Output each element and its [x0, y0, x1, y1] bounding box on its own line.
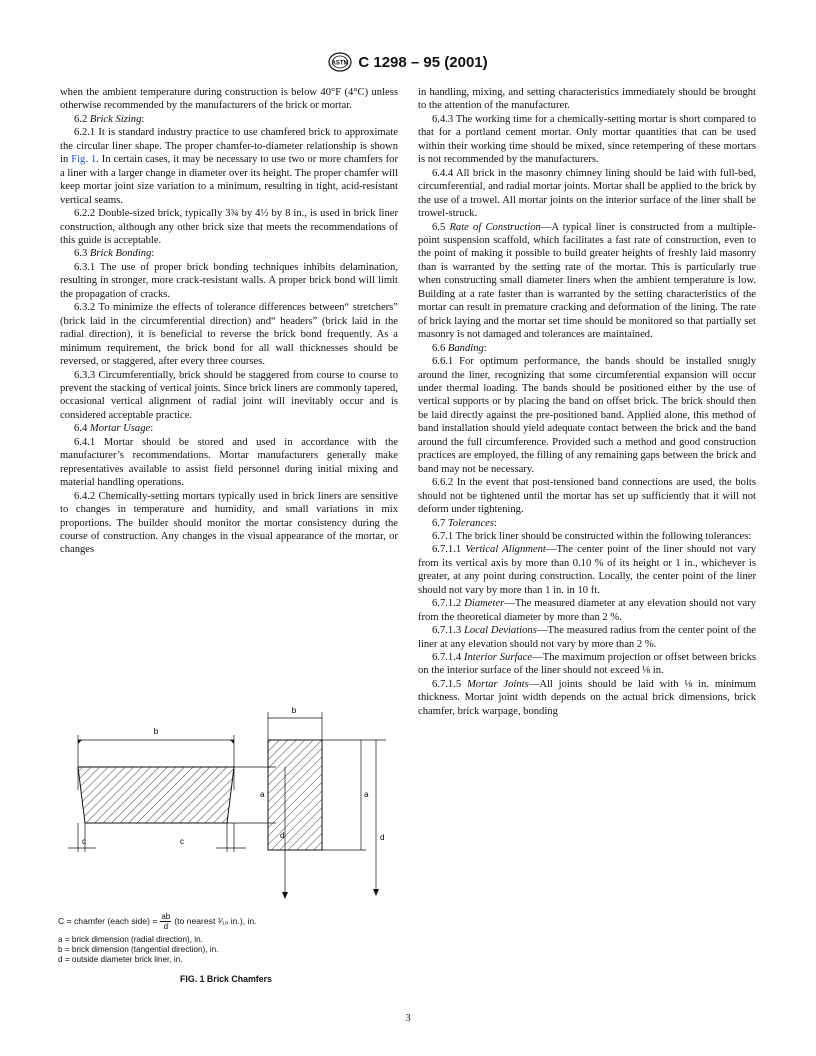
section-title: Rate of Construction [449, 221, 541, 233]
section-text: : [483, 342, 487, 354]
section-number: 6.3 [74, 248, 90, 260]
section-text: : [151, 248, 155, 260]
paragraph-text: . In certain cases, it may be necessary to use two or more chamfers for a liner with a larger change in diameter over its height. The proper chamfer will keep mortar joint size variation to a minimum, resulting in tight, acid-resistant vertical seams. [60, 154, 399, 206]
left-paragraph: 6.4.1 Mortar should be stored and used in accordance with the manufacturer’s recommendations. Mortar manufacturers generally make representatives available to assist field personnel during initial mixing and material handling operations. [60, 436, 398, 489]
chamfered-brick-drawing [68, 727, 288, 899]
section-title: Vertical Alignment [465, 544, 546, 556]
legend-item-d: d = outside diameter brick liner, in. [58, 955, 183, 965]
section-text: —All joints should be laid with ⅛ in. minimum thickness. Mortar joint width depends on the actual brick dimensions, brick chamfer, brick warpage, bonding [418, 678, 757, 717]
legend-item-a: a = brick dimension (radial direction), in. [58, 935, 203, 944]
section-text: : [141, 113, 145, 125]
chamfer-formula [58, 912, 398, 931]
section-text: —The center point of the liner should not vary from its vertical axis by more than 0.10 % of its height or 1 in., whichever is greater, at any point during construction. Locally, the center point of the liner should not vary by more than 1 in. in 10 ft. [418, 544, 757, 596]
right-paragraph: 6.7.1 The brick liner should be constructed within the following tolerances: [432, 530, 752, 542]
left-column [60, 86, 398, 557]
section-number: 6.2 [74, 113, 90, 125]
formula-prefix: C = chamfer (each side) = [58, 916, 158, 927]
dim-label-d-right: d [380, 833, 385, 842]
section-title: Banding [447, 342, 484, 354]
section-title: Mortar Joints [466, 678, 529, 690]
left-paragraph [60, 422, 398, 435]
left-paragraph: 6.3.1 The use of proper brick bonding techniques inhibits delamination, resulting in stronger, more crack-resistant walls. A proper brick bond will limit the propagation of cracks. [60, 261, 398, 300]
figure-caption: FIG. 1 Brick Chamfers [180, 974, 272, 984]
dim-label-a-left: a [260, 790, 265, 799]
section-title: Brick Bonding [89, 248, 152, 260]
section-number: 6.7.1.1 [432, 544, 466, 556]
section-text: —A typical liner is constructed from a multiple-point suspension scaffold, which facilitates a fast rate of construction, even to the point of making it possible to build greater heights of freshly laid masonry than is warranted by the setting rate of the mortar. This is particularly true when constructing small diameter liners when the ambient temperature is low. Building at a rate faster than is warranted by the setting characteristics of the mortar can result in premature cracking and deformation of the lining. The rate of brick laying and the mortar set time should be monitored so that partially set masonry is not damaged and tolerances are maintained. [418, 221, 757, 341]
section-title: Diameter [464, 598, 505, 610]
dim-label-c-right: c [180, 837, 184, 846]
right-paragraph: in handling, mixing, and setting characteristics immediately should be brought to the attention of the manufacturer. [418, 87, 756, 112]
left-paragraph [60, 113, 398, 126]
page-number: 3 [405, 1013, 411, 1024]
left-paragraph: 6.3.3 Circumferentially, brick should be staggered from course to course to prevent the stacking of vertical joints. Since brick liners are commonly tapered, occasional vertical alignment of radial joint will inevitably occur and is considered acceptable practice. [60, 369, 398, 421]
formula-fraction [160, 912, 171, 931]
figure-reference-link[interactable]: Fig. 1 [71, 154, 97, 166]
right-paragraph [418, 597, 756, 624]
astm-logo-icon [328, 52, 352, 72]
right-paragraph [418, 517, 756, 530]
right-paragraph: 6.6.2 In the event that post-tensioned band connections are used, the bolts should not be tightened until the mortar has set up sufficiently that it will not deform under tightening. [418, 477, 756, 516]
section-number: 6.7 [432, 517, 448, 529]
right-paragraph [418, 651, 756, 678]
section-text: —The measured diameter at any elevation should not vary from the theoretical diameter by more than 2 %. [418, 598, 757, 623]
dim-label-c-left: c [82, 837, 86, 846]
left-paragraph: 6.3.2 To minimize the effects of tolerance differences between“ stretchers” (brick laid in the circumferential direction) and“ headers” (brick laid in the radial direction), it is beneficial to reverse the brick bond frequently. As a minimum requirement, the brick bond for all wall thicknesses should be reversed, or staggered, after every three courses. [60, 302, 398, 368]
right-paragraph [418, 543, 756, 597]
section-number: 6.7.1.5 [432, 678, 467, 690]
left-paragraph [60, 247, 398, 260]
figure-drawing [56, 700, 396, 910]
right-paragraph [418, 678, 756, 718]
figure-legend [58, 912, 398, 966]
right-paragraph [418, 221, 756, 342]
dim-label-b-right: b [291, 706, 297, 715]
section-text: —The maximum projection or offset between bricks on the interior surface of the liner should not exceed ⅛ in. [418, 652, 757, 677]
section-number: 6.7.1.3 [432, 625, 464, 637]
section-number: 6.6 [432, 342, 448, 354]
astm-logo-text: ASTM [331, 60, 349, 67]
paragraph-text: 6.2.1 It is standard industry practice to use chamfered brick to approximate the circular liner shape. The proper chamfer-to-diameter relationship is shown in [60, 127, 398, 166]
formula-denominator: d [163, 922, 169, 931]
standard-designation: C 1298 – 95 (2001) [358, 53, 488, 71]
section-number: 6.4 [74, 423, 90, 435]
formula-suffix: (to nearest ¹⁄₁₆ in.), in. [174, 916, 257, 927]
section-number: 6.7.1.4 [432, 652, 464, 664]
page-header [0, 52, 816, 78]
dim-label-a-right: a [364, 790, 369, 799]
left-paragraph: 6.4.2 Chemically-setting mortars typically used in brick liners are sensitive to changes in temperature and humidity, and small variations in mix proportions. The builder should monitor the mortar consistency during the course of construction. Any changes in the visual appearance of the mortar, or changes [60, 490, 398, 556]
section-title: Mortar Usage [89, 423, 151, 435]
section-number: 6.5 [432, 221, 450, 233]
rectangular-brick-drawing [268, 706, 386, 896]
legend-item-b: b = brick dimension (tangential direction), in. [58, 945, 219, 955]
section-text: : [150, 423, 154, 435]
formula-numerator: ab [161, 912, 171, 921]
section-title: Tolerances [447, 517, 494, 529]
dim-label-b-left: b [153, 727, 159, 736]
right-column [418, 86, 756, 718]
left-paragraph: when the ambient temperature during construction is below 40°F (4°C) unless otherwise recommended by the manufacturers of the brick or mortar. [60, 87, 398, 112]
section-title: Interior Surface [463, 652, 533, 664]
right-paragraph [418, 342, 756, 355]
right-paragraph: 6.6.1 For optimum performance, the bands should be installed snugly around the liner, recognizing that some circumferential expansion will occur under thermal loading. The bands should be positioned either by the use of vertical supports or by placing the band on offset brick. The brick should then be laid directly against the pre-positioned band. Applied alone, this method of band installation should yield adequate contact between the brick and the band around the full circumference. Provided such a method and good construction practices are employed, the filling of any remaining gaps between the brick and band may not be necessary. [418, 356, 756, 475]
section-title: Brick Sizing [89, 113, 142, 125]
left-paragraph: 6.2.2 Double-sized brick, typically 3¾ by 4½ by 8 in., is used in brick liner construction, although any other brick size that meets the recommendations of this guide is acceptable. [60, 208, 398, 246]
section-text: —The measured radius from the center point of the liner at any elevation should not vary by more than 2 %. [418, 625, 757, 650]
right-paragraph [418, 624, 756, 651]
right-paragraph: 6.4.4 All brick in the masonry chimney lining should be laid with full-bed, circumferential, and radial mortar joints. Mortar shall be applied to the brick by the use of a trowel. All mortar joints on the interior surface of the liner shall be trowel-struck. [418, 167, 756, 220]
section-text: : [494, 517, 497, 529]
left-paragraph [60, 126, 398, 207]
section-number: 6.7.1.2 [432, 598, 465, 610]
right-paragraph: 6.4.3 The working time for a chemically-setting mortar is short compared to that for a portland cement mortar. Only mortar quantities that can be used within their working time should be mixed, since retempering of these mortars is not recommended by the manufacturers. [418, 113, 756, 166]
section-title: Local Deviations [463, 625, 537, 637]
